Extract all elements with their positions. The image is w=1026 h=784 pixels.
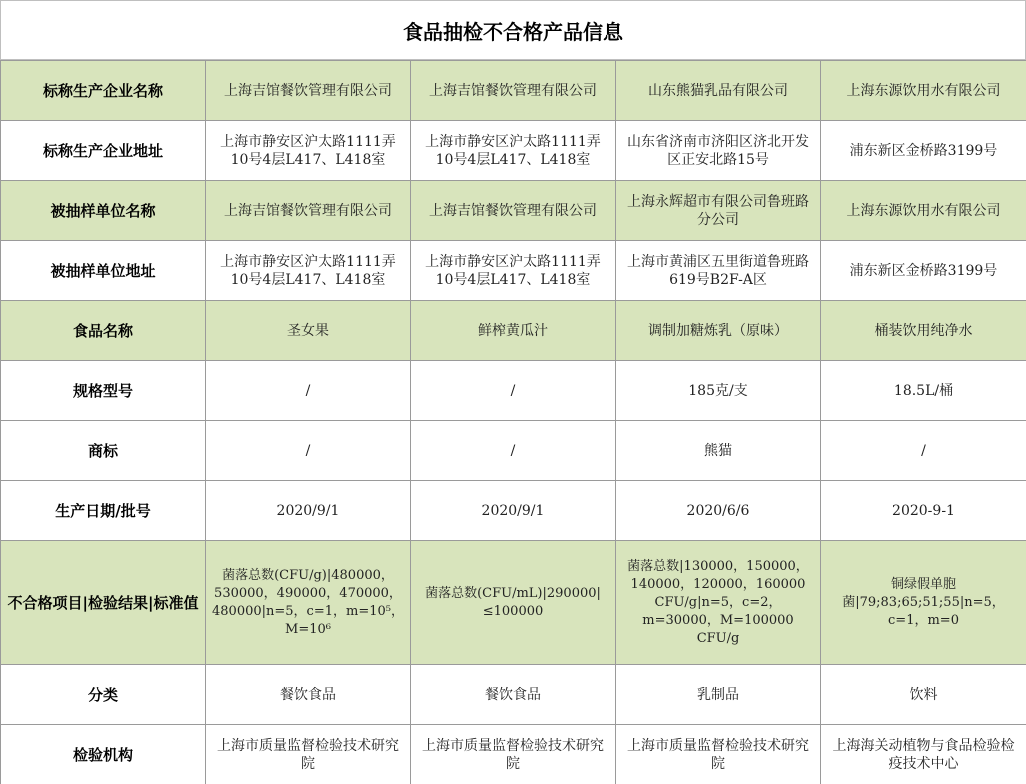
table-row	[1, 181, 1026, 241]
table-cell: 2020/9/1	[411, 481, 616, 541]
table-cell: 上海东源饮用水有限公司	[821, 181, 1026, 241]
table-cell: 上海吉馆餐饮管理有限公司	[206, 181, 411, 241]
table-cell: 上海永辉超市有限公司鲁班路分公司	[616, 181, 821, 241]
row-header: 分类	[1, 665, 206, 725]
table-cell: /	[411, 421, 616, 481]
row-header: 不合格项目|检验结果|标准值	[1, 541, 206, 665]
table-cell: 山东省济南市济阳区济北开发区正安北路15号	[616, 121, 821, 181]
table-cell: 鲜榨黄瓜汁	[411, 301, 616, 361]
table-cell: 上海市静安区沪太路1111弄10号4层L417、L418室	[206, 121, 411, 181]
table-row	[1, 541, 1026, 665]
table-row	[1, 361, 1026, 421]
table-row	[1, 481, 1026, 541]
table-cell: 185克/支	[616, 361, 821, 421]
table-cell: 菌落总数|130000，150000，140000，120000，160000 CFU/g|n=5，c=2，m=30000，M=100000 CFU/g	[616, 541, 821, 665]
row-header: 被抽样单位地址	[1, 241, 206, 301]
table-cell: 乳制品	[616, 665, 821, 725]
table-row	[1, 421, 1026, 481]
table-cell: 饮料	[821, 665, 1026, 725]
table-cell: 上海市质量监督检验技术研究院	[616, 725, 821, 784]
table-cell: 圣女果	[206, 301, 411, 361]
table-cell: 上海吉馆餐饮管理有限公司	[411, 181, 616, 241]
table-cell: 浦东新区金桥路3199号	[821, 121, 1026, 181]
table-row	[1, 121, 1026, 181]
table-cell: 铜绿假单胞菌|79;83;65;51;55|n=5，c=1，m=0	[821, 541, 1026, 665]
table-cell: /	[411, 361, 616, 421]
table-cell: 上海市静安区沪太路1111弄10号4层L417、L418室	[411, 241, 616, 301]
table-cell: 上海市质量监督检验技术研究院	[206, 725, 411, 784]
table-cell: 上海市静安区沪太路1111弄10号4层L417、L418室	[411, 121, 616, 181]
table-cell: 餐饮食品	[411, 665, 616, 725]
table-row	[1, 665, 1026, 725]
table-cell: 餐饮食品	[206, 665, 411, 725]
row-header: 生产日期/批号	[1, 481, 206, 541]
table-cell: 18.5L/桶	[821, 361, 1026, 421]
table-cell: 2020-9-1	[821, 481, 1026, 541]
row-header: 食品名称	[1, 301, 206, 361]
table-cell: 2020/9/1	[206, 481, 411, 541]
row-header: 被抽样单位名称	[1, 181, 206, 241]
table-cell: 菌落总数(CFU/g)|480000，530000，490000，470000，480000|n=5，c=1，m=10⁵，M=10⁶	[206, 541, 411, 665]
table-cell: 桶装饮用纯净水	[821, 301, 1026, 361]
table-row	[1, 241, 1026, 301]
table-cell: 上海东源饮用水有限公司	[821, 61, 1026, 121]
row-header: 商标	[1, 421, 206, 481]
table-cell: 调制加糖炼乳（原味）	[616, 301, 821, 361]
table-cell: 浦东新区金桥路3199号	[821, 241, 1026, 301]
row-header: 规格型号	[1, 361, 206, 421]
table-row	[1, 725, 1026, 784]
table-cell: /	[821, 421, 1026, 481]
table-cell: 上海吉馆餐饮管理有限公司	[206, 61, 411, 121]
table-cell: /	[206, 421, 411, 481]
table-cell: 上海海关动植物与食品检验检疫技术中心	[821, 725, 1026, 784]
table-row	[1, 301, 1026, 361]
table-cell: 上海吉馆餐饮管理有限公司	[411, 61, 616, 121]
table-cell: 上海市黄浦区五里街道鲁班路619号B2F-A区	[616, 241, 821, 301]
table-cell: 熊猫	[616, 421, 821, 481]
table-cell: 上海市静安区沪太路1111弄10号4层L417、L418室	[206, 241, 411, 301]
table-cell: 菌落总数(CFU/mL)|290000|≤100000	[411, 541, 616, 665]
table-cell: /	[206, 361, 411, 421]
table-cell: 上海市质量监督检验技术研究院	[411, 725, 616, 784]
table-title: 食品抽检不合格产品信息	[0, 0, 1026, 60]
row-header: 标称生产企业地址	[1, 121, 206, 181]
table-cell: 2020/6/6	[616, 481, 821, 541]
table-cell: 山东熊猫乳品有限公司	[616, 61, 821, 121]
row-header: 标称生产企业名称	[1, 61, 206, 121]
row-header: 检验机构	[1, 725, 206, 784]
inspection-table	[0, 60, 1026, 784]
table-row	[1, 61, 1026, 121]
